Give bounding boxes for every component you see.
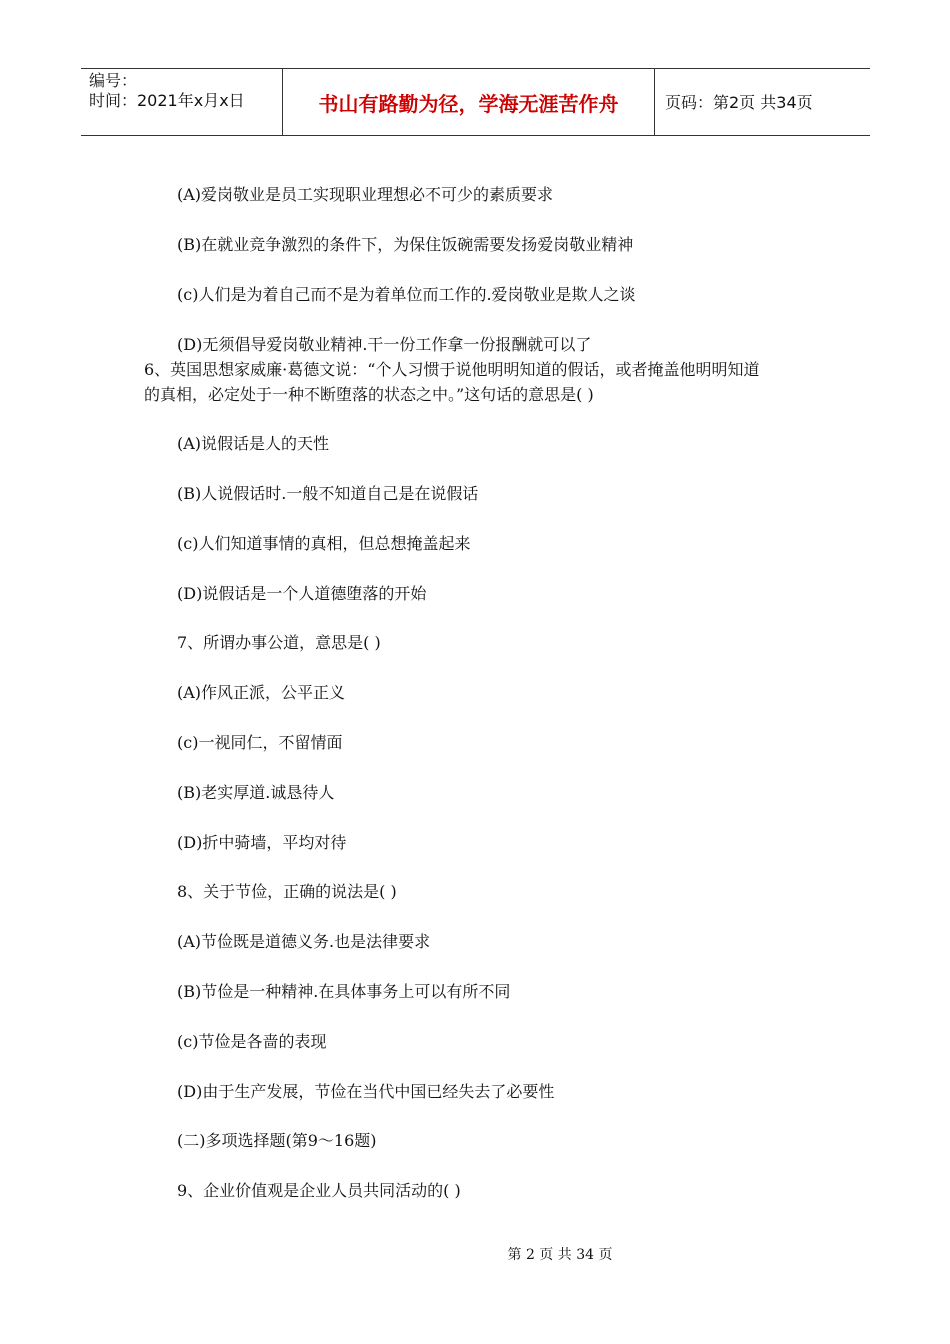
option-7c: (c)一视同仁，不留情面 [177,733,343,752]
section-heading-multiple-choice: (二)多项选择题(第9～16题) [177,1131,377,1150]
header-motto-cell [282,69,655,135]
option-5c: (c)人们是为着自己而不是为着单位而工作的.爱岗敬业是欺人之谈 [177,285,636,304]
option-6a: (A)说假话是人的天性 [177,434,330,453]
option-7d: (D)折中骑墙，平均对待 [177,833,347,852]
question-6-line-1: 6、英国思想家威廉·葛德文说：“个人习惯于说他明明知道的假话，或者掩盖他明明知道 [144,360,760,379]
question-7: 7、所谓办事公道，意思是( ) [177,633,381,652]
header-page-cell [655,69,870,135]
option-5a: (A)爱岗敬业是员工实现职业理想必不可少的素质要求 [177,185,554,204]
option-6c: (c)人们知道事情的真相，但总想掩盖起来 [177,534,471,553]
option-8c: (c)节俭是各啬的表现 [177,1032,327,1051]
option-5d: (D)无须倡导爱岗敬业精神.干一份工作拿一份报酬就可以了 [177,335,592,354]
option-6d: (D)说假话是一个人道德堕落的开始 [177,584,427,603]
option-7b: (B)老实厚道.诚恳待人 [177,783,335,802]
header-page-code: 页码：第2页 共34页 [665,93,813,112]
option-8a: (A)节俭既是道德义务.也是法律要求 [177,932,431,951]
question-8: 8、关于节俭，正确的说法是( ) [177,882,397,901]
document-number-label: 编号： [89,71,138,90]
document-date-label: 时间：2021年x月x日 [89,91,245,110]
option-5b: (B)在就业竞争激烈的条件下，为保住饭碗需要发扬爱岗敬业精神 [177,235,634,254]
header-motto: 书山有路勤为径，学海无涯苦作舟 [318,92,619,116]
question-9: 9、企业价值观是企业人员共同活动的( ) [177,1181,461,1200]
page-header [81,68,870,136]
option-8d: (D)由于生产发展，节俭在当代中国已经失去了必要性 [177,1082,555,1101]
option-6b: (B)人说假话时.一般不知道自己是在说假话 [177,484,479,503]
page-footer: 第 2 页 共 34 页 [507,1247,613,1263]
question-6-line-2: 的真相，必定处于一种不断堕落的状态之中。”这句话的意思是( ) [144,385,594,404]
header-meta-cell [81,69,282,135]
option-8b: (B)节俭是一种精神.在具体事务上可以有所不同 [177,982,511,1001]
option-7a: (A)作风正派，公平正义 [177,683,346,702]
